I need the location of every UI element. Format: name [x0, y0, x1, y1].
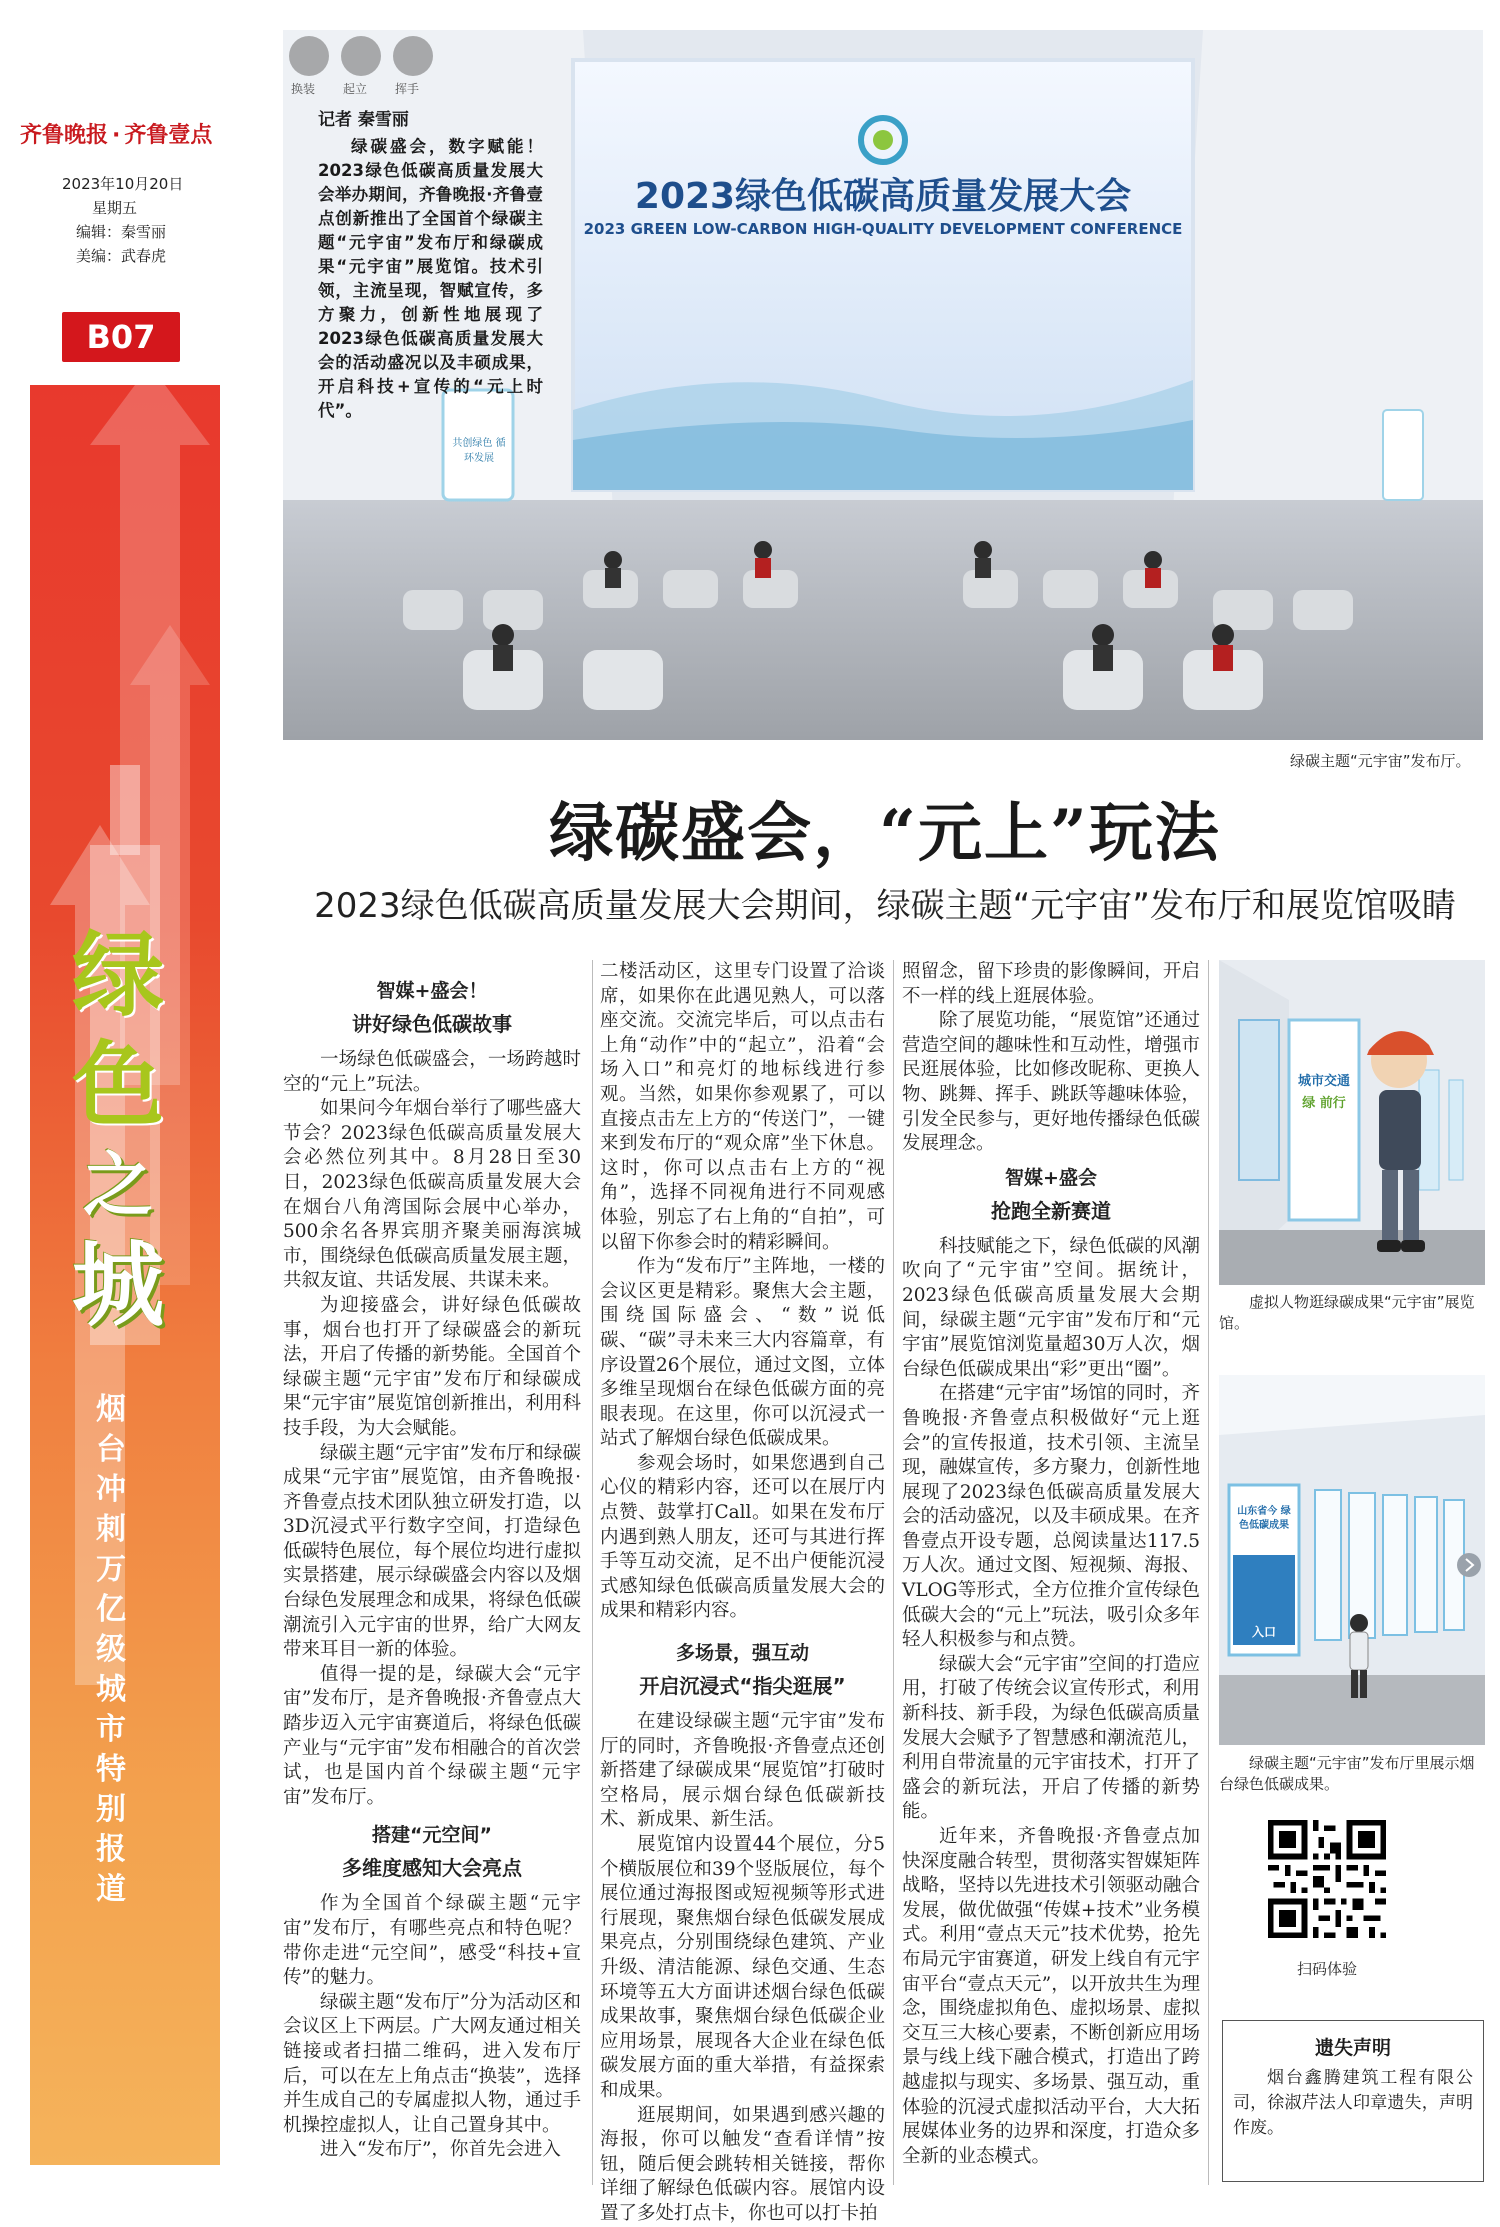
paragraph: 如果问今年烟台举行了哪些盛大节会？2023绿色低碳高质量发展大会必然位列其中。8月28日至30日，2023绿色低碳高质量发展大会在烟台八角湾国际会展中心举办，500余名各界宾朋齐聚美丽海滨城市，围绕绿色低碳高质量发展主题，共叙友谊、共话发展、共谋未来。	[283, 1098, 581, 1292]
paragraph: 一场绿色低碳盛会，一场跨越时空的“元上”玩法。	[283, 1049, 581, 1095]
article-column-2	[600, 960, 885, 2227]
paragraph: 作为“发布厅”主阵地，一楼的会议区更是精彩。聚焦大会主题，围绕国际盛会、“数”说低碳、“碳”寻未来三大内容篇章，有序设置26个展位，通过文图，立体多维呈现烟台在绿色低碳方面的亮眼表现。在这里，你可以沉浸式一站式了解烟台绿色低碳成果。	[600, 1256, 885, 1450]
paragraph: 值得一提的是，绿碳大会“元宇宙”发布厅，是齐鲁晚报·齐鲁壹点大踏步迈入元宇宙赛道后，将绿色低碳产业与“元宇宙”发布相融合的首次尝试，也是国内首个绿碳主题“元宇宙”发布厅。	[283, 1663, 581, 1808]
hall-photo-illustration	[1219, 1375, 1485, 1745]
icon-label: 起立	[343, 82, 368, 96]
paragraph: 作为全国首个绿碳主题“元宇宙”发布厅，有哪些亮点和特色呢？带你走进“元空间”，感受“科技+宣传”的魅力。	[283, 1893, 581, 1989]
board-text: 绿 前行	[1302, 1096, 1346, 1111]
board-text: 入口	[1251, 1625, 1276, 1639]
column-title-char: 城	[71, 1231, 164, 1339]
article-column-3	[902, 960, 1200, 2169]
qr-caption: 扫码体验	[1296, 1960, 1357, 1978]
column-rule	[592, 960, 593, 2185]
paragraph: 为迎接盛会，讲好绿色低碳故事，烟台也打开了绿碳盛会的新玩法，开启了传播的新势能。全国首个绿碳主题“元宇宙”发布厅和绿碳成果“元宇宙”展览馆创新推出，利用科技手段，为大会赋能。	[283, 1294, 581, 1439]
column-rule	[893, 960, 894, 2185]
lost-notice	[1222, 2020, 1484, 2182]
hero-caption: 绿碳主题“元宇宙”发布厅。	[1290, 752, 1471, 770]
column-title	[58, 920, 178, 1340]
screen-subtitle: 2023 GREEN LOW-CARBON HIGH-QUALITY DEVELOPMENT CONFERENCE	[583, 220, 1183, 238]
masthead: 齐鲁晚报 · 齐鲁壹点	[20, 123, 213, 148]
masthead-paper: 齐鲁晚报	[20, 123, 109, 148]
side-board: 共创绿色 循环发展	[452, 438, 506, 464]
section-subtitle: 抢跑全新赛道	[991, 1198, 1111, 1223]
photo-caption: 虚拟人物逛绿碳成果“元宇宙”展览馆。	[1219, 1293, 1475, 1332]
lead-paragraph: 绿碳盛会，数字赋能！2023绿色低碳高质量发展大会举办期间，齐鲁晚报·齐鲁壹点创新推出了全国首个绿碳主题“元宇宙”发布厅和绿碳成果“元宇宙”展览馆。技术引领，主流呈现，智赋宣传，多方聚力，创新性地展现了2023绿色低碳高质量发展大会的活动盛况以及丰硕成果，开启科技+宣传的“元上时代”。	[318, 137, 543, 420]
section-title: 智媒+盛会！	[376, 980, 488, 1002]
next-arrow-icon[interactable]	[1457, 1553, 1481, 1577]
page-number: B07	[62, 312, 180, 362]
board-text: 城市交通	[1297, 1074, 1350, 1089]
costume-icon[interactable]	[289, 36, 329, 76]
board-text: 山东省今 绿色低碳成果	[1237, 1506, 1291, 1531]
editor: 编辑：秦雪丽	[76, 223, 167, 241]
qr-code-icon	[1268, 1820, 1386, 1938]
section-title: 多场景，强互动	[675, 1642, 809, 1665]
exhibition-illustration	[1219, 960, 1485, 1285]
paragraph: 近年来，齐鲁晚报·齐鲁壹点加快深度融合转型，贯彻落实智媒矩阵战略，坚持以先进技术引领驱动融合发展，做优做强“传媒+技术”业务模式。利用“壹点天元”技术优势，抢先布局元宇宙赛道，研发上线自有元宇宙平台“壹点天元”，以开放共生为理念，围绕虚拟角色、虚拟场景、虚拟交互三大核心要素，不断创新应用场景与线上线下融合模式，打造出了跨越虚拟与现实、多场景、强互动，重体验的沉浸式虚拟活动平台，大大拓展媒体业务的边界和深度，打造众多全新的业态模式。	[902, 1826, 1200, 2167]
paragraph: 科技赋能之下，绿色低碳的风潮吹向了“元宇宙”空间。据统计，2023绿色低碳高质量发展大会期间，绿碳主题“元宇宙”发布厅和“元宇宙”展览馆浏览量超30万人次，烟台绿色低碳成果出“彩”更出“圈”。	[902, 1235, 1200, 1380]
paragraph: 进入“发布厅”，你首先会进入	[320, 2139, 561, 2161]
notice-body: 烟台鑫腾建筑工程有限公司，徐淑芹法人印章遗失，声明作废。	[1233, 2068, 1473, 2138]
photo-exhibition-avatar	[1219, 960, 1485, 1285]
paragraph: 在建设绿碳主题“元宇宙”发布厅的同时，齐鲁晚报·齐鲁壹点还创新搭建了绿碳成果“展览馆”打破时空格局，展示烟台绿色低碳新技术、新成果、新生活。	[600, 1711, 885, 1831]
section-subtitle: 多维度感知大会亮点	[342, 1856, 522, 1881]
hero-photo	[283, 30, 1483, 740]
screen-title: 2023绿色低碳高质量发展大会	[634, 176, 1132, 217]
icon-label: 换装	[291, 82, 316, 96]
paragraph: 逛展期间，如果遇到感兴趣的海报，你可以触发“查看详情”按钮，随后便会跳转相关链接，帮你详细了解绿色低碳内容。展馆内设置了多处打点卡，你也可以打卡拍	[600, 2104, 885, 2224]
section-subtitle: 开启沉浸式“指尖逛展”	[639, 1674, 846, 1699]
photo-exhibition-hall	[1219, 1375, 1485, 1745]
icon-toolbar	[289, 36, 489, 96]
paragraph: 在搭建“元宇宙”场馆的同时，齐鲁晚报·齐鲁壹点积极做好“元上逛会”的宣传报道，技术引领、主流呈现，融媒宣传，多方聚力，创新性地展现了2023绿色低碳高质量发展大会的活动盛况，以及丰硕成果。在齐鲁壹点开设专题，总阅读量达117.5万人次。通过文图、短视频、海报、VLOG等形式，全方位推介宣传绿色低碳大会的“元上”玩法，吸引众多年轻人积极参与和点赞。	[902, 1383, 1200, 1651]
issue-meta	[62, 172, 183, 268]
section-title: 搭建“元空间”	[372, 1824, 492, 1847]
wave-icon[interactable]	[393, 36, 433, 76]
headline: 绿碳盛会，“元上”玩法	[549, 796, 1221, 871]
masthead-app: 齐鲁壹点	[124, 123, 213, 148]
issue-weekday: 星期五	[92, 199, 138, 217]
column-title-char: 色	[71, 1031, 164, 1139]
paragraph: 参观会场时，如果您遇到自己心仪的精彩内容，还可以在展厅内点赞、鼓掌打Call。如果在发布厅内遇到熟人朋友，还可与其进行挥手等互动交流，足不出户便能沉浸式感知绿色低碳高质量发展大会的成果和精彩内容。	[600, 1452, 885, 1622]
paragraph: 绿碳主题“元宇宙”发布厅和绿碳成果“元宇宙”展览馆，由齐鲁晚报·齐鲁壹点技术团队独立研发打造，以3D沉浸式平行数字空间，打造绿色低碳特色展位，每个展位均进行虚拟实景搭建，展示绿碳盛会内容以及烟台绿色发展理念和成果，将绿色低碳潮流引入元宇宙的世界，给广大网友带来耳目一新的体验。	[283, 1442, 581, 1661]
paragraph: 绿碳主题“发布厅”分为活动区和会议区上下两层。广大网友通过相关链接或者扫描二维码，进入发布厅后，可以在左上角点击“换装”，选择并生成自己的专属虚拟人物，通过手机操控虚拟人，让自己置身其中。	[283, 1991, 581, 2136]
issue-date: 2023年10月20日	[62, 175, 184, 193]
column-title-char: 绿	[71, 921, 164, 1029]
paragraph: 绿碳大会“元宇宙”空间的打造应用，打破了传统会议宣传形式，利用新科技、新手段，为绿色低碳高质量发展大会赋予了智慧感和潮流范儿，利用自带流量的元宇宙技术，打开了盛会的新玩法，开启了传播的新势能。	[902, 1653, 1200, 1823]
icon-label: 挥手	[395, 82, 420, 96]
article-column-1	[283, 970, 581, 2163]
notice-title: 遗失声明	[1314, 2037, 1391, 2059]
stand-icon[interactable]	[341, 36, 381, 76]
designer: 美编：武春虎	[76, 247, 167, 265]
qr-code[interactable]	[1268, 1820, 1386, 1938]
byline: 记者 秦雪丽	[318, 110, 409, 130]
paragraph: 除了展览功能，“展览馆”还通过营造空间的趣味性和互动性，增强市民逛展体验，比如修改昵称、更换人物、跳舞、挥手、跳跃等趣味体验，引发全民参与，更好地传播绿色低碳发展理念。	[902, 1010, 1200, 1155]
column-subtitle: 烟台冲刺万亿级城市特别报道	[96, 1392, 126, 1907]
paragraph: 照留念，留下珍贵的影像瞬间，开启不一样的线上逛展体验。	[902, 961, 1200, 1007]
column-rule	[1208, 960, 1209, 2185]
section-title: 智媒+盛会	[1005, 1166, 1097, 1189]
column-title-char: 之	[83, 1143, 153, 1226]
section-subtitle: 讲好绿色低碳故事	[352, 1012, 512, 1036]
paragraph: 二楼活动区，这里专门设置了洽谈席，如果你在此遇见熟人，可以落座交流。交流完毕后，可以点击右上角“动作”中的“起立”，沿着“会场入口”和亮灯的地标线进行参观。当然，如果你参观累了，可以直接点击左上方的“传送门”，一键来到发布厅的“观众席”坐下休息。这时，你可以点击右上方的“视角”，选择不同视角进行不同观感体验，别忘了右上角的“自拍”，可以留下你参会时的精彩瞬间。	[600, 961, 885, 1253]
paragraph: 展览馆内设置44个展位，分5个横版展位和39个竖版展位，每个展位通过海报图或短视频等形式进行展现，聚焦烟台绿色低碳发展成果亮点，分别围绕绿色建筑、产业升级、清洁能源、绿色交通、生态环境等五大方面讲述烟台绿色低碳成果故事，聚焦烟台绿色低碳企业应用场景，展现各大企业在绿色低碳发展方面的重大举措，有益探索和成果。	[600, 1834, 885, 2101]
subheadline: 2023绿色低碳高质量发展大会期间，绿碳主题“元宇宙”发布厅和展览馆吸睛	[314, 886, 1456, 926]
photo-caption: 绿碳主题“元宇宙”发布厅里展示烟台绿色低碳成果。	[1219, 1754, 1475, 1793]
